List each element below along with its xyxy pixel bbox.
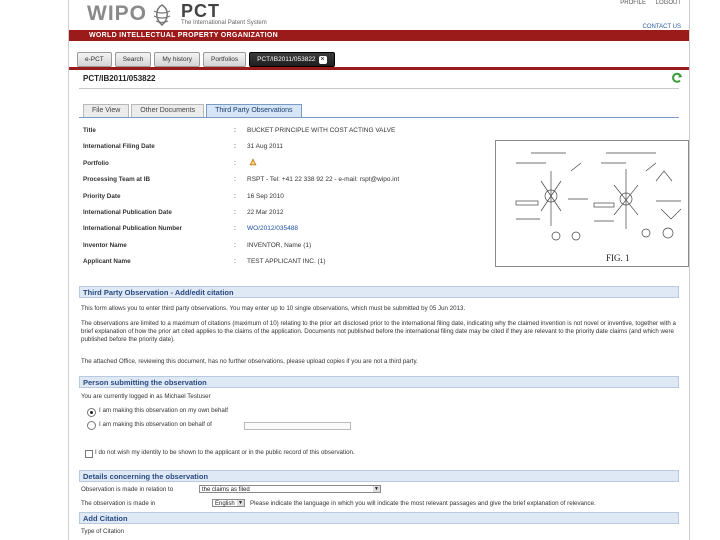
- colon: :: [234, 258, 236, 266]
- info-label: International Publication Number: [83, 225, 183, 233]
- relates-select[interactable]: [199, 485, 381, 493]
- info-label: Title: [83, 127, 96, 134]
- info-value: INVENTOR, Name (1): [247, 241, 312, 249]
- logged-in-text: You are currently logged in as Michael Testuser: [81, 393, 211, 400]
- patent-drawing[interactable]: [495, 140, 689, 267]
- info-label: Inventor Name: [83, 241, 127, 249]
- wipo-logo-text: WIPO: [87, 2, 147, 25]
- option-own-behalf-label: I am making this observation on my own behalf: [99, 407, 228, 414]
- info-label: Processing Team at IB: [83, 176, 151, 184]
- info-label: Portfolio: [83, 159, 109, 167]
- info-value: 22 Mar 2012: [247, 208, 284, 216]
- divider: [79, 88, 679, 89]
- nav-my-history[interactable]: My history: [154, 52, 200, 67]
- relates-label: Observation is made in relation to: [81, 486, 174, 493]
- org-band: WORLD INTELLECTUAL PROPERTY ORGANIZATION: [69, 30, 689, 41]
- tab-file-view[interactable]: File View: [83, 104, 129, 117]
- info-row: [83, 193, 483, 209]
- top-links: [612, 0, 681, 6]
- logout-link[interactable]: LOGOUT: [655, 0, 681, 6]
- pct-logo-text: PCT: [181, 1, 220, 21]
- colon: :: [234, 176, 236, 184]
- refresh-icon[interactable]: [671, 72, 683, 84]
- info-value: RSPT - Tel: +41 22 338 92 22 - e-mail: rspt@wipo.int: [247, 176, 400, 184]
- tab-other-documents[interactable]: Other Documents: [131, 104, 204, 117]
- nav-search[interactable]: Search: [115, 52, 152, 67]
- on-behalf-name-input[interactable]: [244, 422, 351, 430]
- chevron-down-icon: ▼: [374, 486, 379, 492]
- pct-subtitle: The International Patent System: [181, 20, 267, 26]
- nav-active-application[interactable]: [249, 52, 334, 67]
- anonymous-label: I do not wish my identity to be shown to the applicant or in the public record of this observation.: [95, 449, 355, 456]
- colon: :: [234, 225, 236, 233]
- chevron-down-icon: ▼: [238, 500, 243, 506]
- note-text: The attached Office, reviewing this document, has no further observations, please upload copies if you are not a third party.: [81, 358, 418, 365]
- info-row: [83, 209, 483, 225]
- main-nav: [77, 52, 335, 67]
- info-value: TEST APPLICANT INC. (1): [247, 258, 326, 266]
- header: [69, 0, 689, 30]
- info-label: Applicant Name: [83, 258, 131, 266]
- figure-caption: FIG. 1: [606, 253, 630, 263]
- section-header-add-edit-citation: Third Party Observation - Add/edit citation: [79, 286, 679, 298]
- app-frame: [68, 0, 690, 540]
- info-row: [83, 242, 483, 258]
- drawing-illustration: [496, 141, 688, 251]
- info-value: 16 Sep 2010: [247, 192, 284, 200]
- info-label: International Filing Date: [83, 143, 155, 151]
- profile-link[interactable]: PROFILE: [620, 0, 646, 6]
- language-select[interactable]: [212, 499, 245, 507]
- colon: :: [234, 192, 236, 200]
- colon: :: [234, 143, 236, 151]
- radio-on-behalf-of[interactable]: [87, 421, 96, 430]
- radio-own-behalf[interactable]: [87, 408, 96, 417]
- tab-underline: [79, 117, 679, 118]
- nav-portfolios[interactable]: Portfolios: [203, 52, 246, 67]
- language-label: The observation is made in: [81, 500, 156, 507]
- wipo-emblem-icon: [151, 3, 173, 27]
- info-row: [83, 176, 483, 192]
- language-select-value: English: [215, 501, 235, 507]
- option-on-behalf-label: I am making this observation on behalf of: [99, 421, 212, 428]
- explanation-text: The observations are limited to a maximum of citations (maximum of 10) relating to the prior art disclosed prior to the international filing date, indicating why the claimed invention is not novel or inventive, together with a brief explanation of how the prior art cited applies to the claims of the application. Documents not published before the international filing date may be cited if they are relevant to the priority date claims (and which were published before the priority date).: [81, 320, 676, 343]
- publication-number-link[interactable]: WO/2012/035488: [247, 225, 298, 233]
- info-row: [83, 160, 483, 176]
- contact-link[interactable]: CONTACT US: [642, 24, 681, 30]
- info-row: [83, 258, 483, 274]
- nav-divider: [69, 67, 689, 70]
- section-header-person-submitting: Person submitting the observation: [79, 376, 679, 388]
- section-header-details: Details concerning the observation: [79, 470, 679, 482]
- language-hint: Please indicate the language in which you will indicate the most relevant passages and give the brief explanation of relevance.: [250, 500, 596, 507]
- info-label: International Publication Date: [83, 208, 172, 216]
- section-header-add-citation: Add Citation: [79, 512, 679, 524]
- info-value: 31 Aug 2011: [247, 143, 284, 151]
- colon: :: [234, 241, 236, 249]
- tab-third-party-observations[interactable]: Third Party Observations: [206, 104, 301, 117]
- nav-active-label: PCT/IB2011/053822: [257, 56, 316, 63]
- tab-bar: [83, 104, 302, 117]
- colon: :: [234, 159, 236, 167]
- portfolio-icon[interactable]: [248, 157, 258, 167]
- close-icon[interactable]: ×: [320, 56, 325, 63]
- application-info: [83, 127, 483, 275]
- nav-epct[interactable]: e-PCT: [77, 52, 112, 67]
- intro-text: This form allows you to enter third party observations. You may enter up to 10 single observations, which must be submitted by 05 Jun 2013.: [81, 305, 466, 312]
- colon: :: [234, 208, 236, 216]
- info-row: [83, 127, 483, 143]
- application-number: PCT/IB2011/053822: [83, 74, 156, 83]
- info-value: BUCKET PRINCIPLE WITH COST ACTING VALVE: [247, 127, 396, 134]
- info-row: [83, 225, 483, 241]
- info-row: [83, 143, 483, 159]
- relates-select-value: the claims as filed: [202, 487, 250, 493]
- colon: :: [234, 127, 236, 134]
- citation-type-label: Type of Citation: [81, 528, 124, 535]
- info-label: Priority Date: [83, 192, 121, 200]
